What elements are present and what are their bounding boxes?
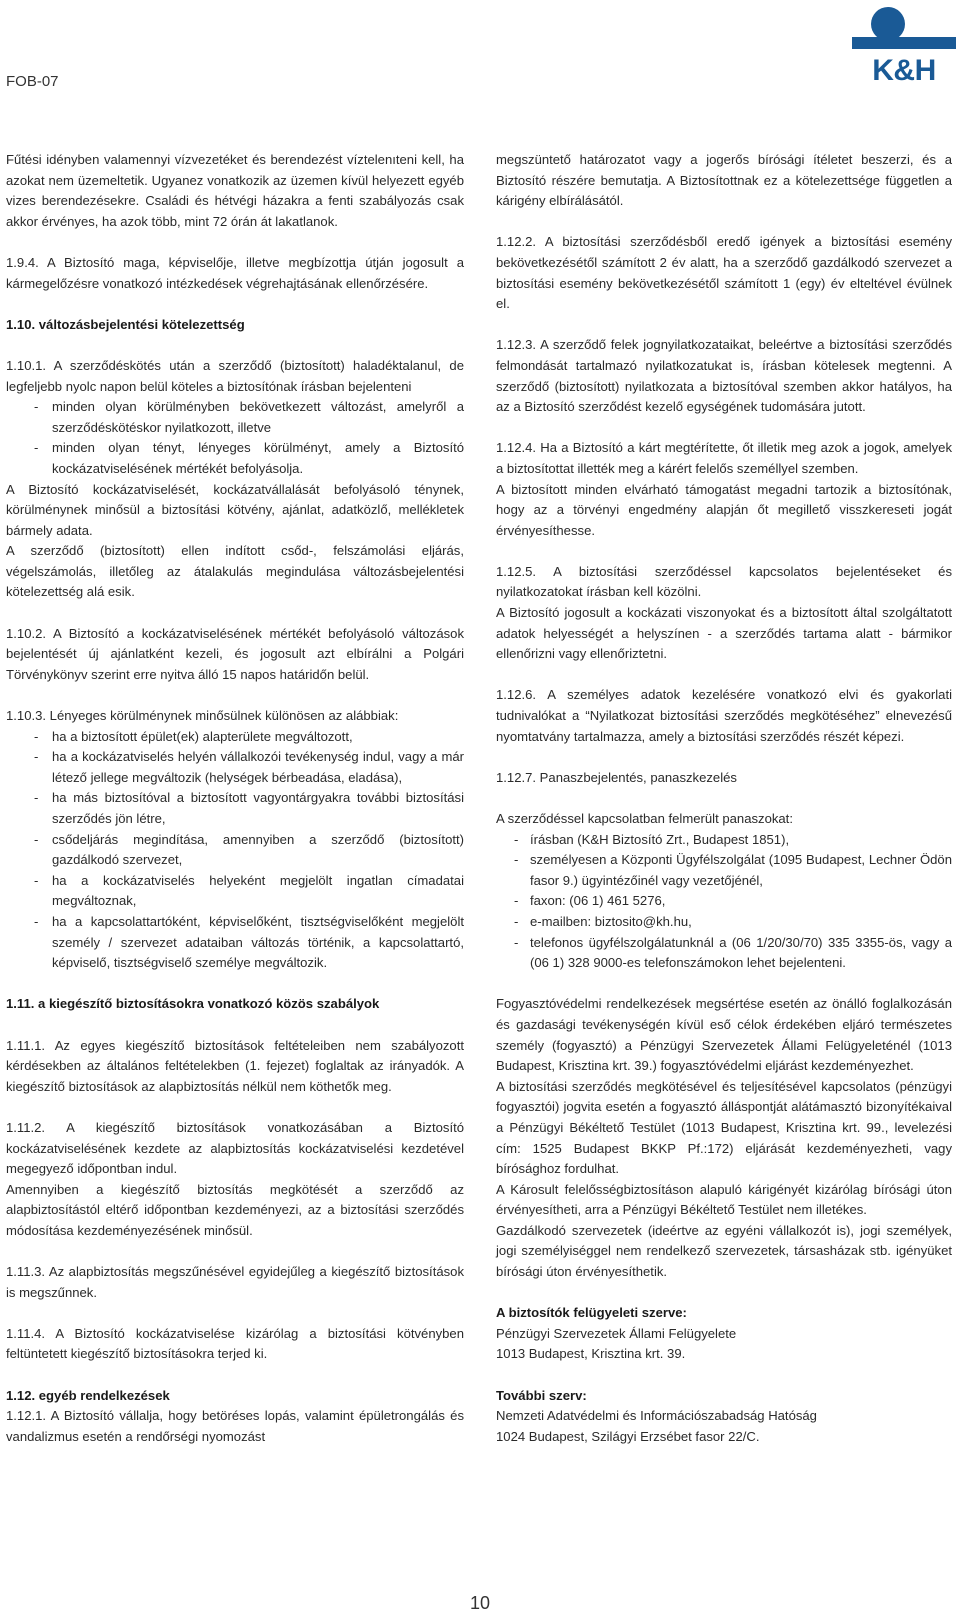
list-item: - csődeljárás megindítása, amennyiben a szerződő (biztosított) gazdálkodó szervezet, [6,830,464,871]
list-item: - minden olyan tényt, lényeges körülményt, amely a Biztosító kockázatviselésének mértékét befolyásolja. [6,438,464,479]
paragraph: A Károsult felelősségbiztosításon alapuló kárigényét kizárólag bírósági úton érvényesítheti, arra a Pénzügyi Békéltető Testület nem illetékes. [496,1181,952,1218]
list-item: - ha a kapcsolattartóként, képviselőként, tisztségviselőként megjelölt személy / szervezet adataiban változás történik, a kapcsolattartó, képviselő, tisztségviselő személye megváltozik. [6,912,464,974]
doc-code: FOB-07 [6,73,59,90]
paragraph: 1.10.2. A Biztosító a kockázatviselésének mértékét befolyásoló változások bejelentését új ajánlatként kezeli, és jogosult azt elbírálni a Polgári Törvénykönyv szerint erre nyitva álló 15 napos határidőn belül. [6,625,464,682]
dash-list [6,727,464,974]
paragraph: 1.9.4. A Biztosító maga, képviselője, illetve megbízottja útján jogosult a kármegelőzésre vonatkozó intézkedések végrehajtásának ellenőrzésére. [6,254,464,291]
paragraph: 1.12.6. A személyes adatok kezelésére vonatkozó elvi és gyakorlati tudnivalókat a “Nyilatkozat biztosítási szerződés megkötéséhez” elnevezésű nyomtatvány tartalmazza, amely a biztosítási szerződés részét képezi. [496,687,952,744]
dash-list [496,830,952,974]
logo-text: K&H [872,54,936,87]
paragraph: 1.11.4. A Biztosító kockázatviselése kizárólag a biztosítási kötvényben feltüntetett kiegészítő biztosításokra terjed ki. [6,1325,464,1362]
section-heading: További szerv: [496,1387,587,1403]
paragraph: Fogyasztóvédelmi rendelkezések megsértése esetén az önálló foglalkozásán és gazdasági tevékenységén kívül eső célok érdekében eljáró természetes személy (fogyasztó) a Pénzügyi Szervezetek Állami Felügyeleténél (1013 Budapest, Krisztina krt. 39.) fogyasztóvédelmi eljárást kezdeményezhet. [496,996,952,1074]
list-item: - e-mailben: biztosito@kh.hu, [496,912,952,933]
paragraph: megszüntető határozatot vagy a jogerős bírósági ítéletet beszerzi, és a Biztosító részére bemutatja. A Biztosítottnak ez a kötelezettsége független a kárigény elbírálásától. [496,152,952,209]
list-item: - ha más biztosítóval a biztosított vagyontárgyakra további biztosítási szerződés jön létre, [6,788,464,829]
section-heading: 1.12. egyéb rendelkezések [6,1387,170,1403]
paragraph: A biztosítási szerződés megkötésével és teljesítésével kapcsolatos (pénzügyi fogyasztói) jogvita esetén a fogyasztó álláspontját alátámasztó bizonyítékaival a Pénzügyi Békéltető Testület (1013 Budapest, Krisztina krt. 99., levelezési cím: 1525 Budapest BKKP Pf.:172) eljárását kezdeményezheti, vagy bírósághoz fordulhat. [496,1078,952,1177]
paragraph: 1.12.3. A szerződő felek jognyilatkozataikat, beleértve a biztosítási szerződés felmondását tartalmazó nyilatkozatukat is, írásban kötelesek megtenni. A szerződő (biztosított) nyilatkozata a biztosítóval szemben akkor hatályos, ha az a Biztosító szerződést kezelő egységének tudomására jutott. [496,337,952,415]
paragraph: A Biztosító jogosult a kockázati viszonyokat és a biztosított által szolgáltatott adatok helyességét a helyszínen - a szerződés tartama alatt - bármikor ellenőrizni vagy ellenőriztetni. [496,605,952,662]
right-column [496,150,952,1447]
list-item: - telefonos ügyfélszolgálatunknál a (06 1/20/30/70) 335 3355-ös, vagy a (06 1) 328 9000-es telefonszámokon lehet bejelenteni. [496,933,952,974]
paragraph: 1.11.2. A kiegészítő biztosítások vonatkozásában a Biztosító kockázatviselésének kezdete az alapbiztosítás kockázatviselési kezdetével megegyező időpontban indul. [6,1119,464,1177]
paragraph: 1.10.3. Lényeges körülménynek minősülnek különösen az alábbiak: [6,708,399,724]
page-number: 10 [469,1593,491,1613]
paragraph: Gazdálkodó szervezetek (ideértve az egyéni vállalkozót is), jogi személyek, jogi személyiséggel nem rendelkező szervezetek, társasházak stb. igényüket bírósági úton érvényesíthetik. [496,1222,952,1280]
paragraph: Amennyiben a kiegészítő biztosítás megkötését a szerződő az alapbiztosítástól eltérő időpontban kezdeményezi, az a biztosítási szerződés módosítása kezdeményezésének minősül. [6,1181,464,1238]
address-line: 1013 Budapest, Krisztina krt. 39. [496,1346,686,1362]
paragraph: A Biztosító kockázatviselését, kockázatvállalását befolyásoló ténynek, körülménynek minősül a biztosítási kötvény, ajánlat, adatközlő, mellékletek bármely adata. [6,481,464,538]
list-item: - minden olyan körülményben bekövetkezett változást, amelyről a szerződéskötéskor nyilatkozott, illetve [6,397,464,438]
paragraph: 1.12.5. A biztosítási szerződéssel kapcsolatos bejelentéseket és nyilatkozatokat írásban kell közölni. [496,563,952,600]
list-item: - személyesen a Központi Ügyfélszolgálat (1095 Budapest, Lechner Ödön fasor 9.) ügyintézőinél vagy vezetőjénél, [496,850,952,891]
paragraph: 1.12.2. A biztosítási szerződésből eredő igények a biztosítási esemény bekövetkezésétől számított 2 év alatt, ha a szerződő gazdálkodó szervezet a biztosítási esemény bekövetkezésétől számított 1 (egy) év elteltével évülnek el. [496,234,952,312]
logo-figure-icon [852,6,956,56]
left-column [6,150,464,1447]
address-line: Nemzeti Adatvédelmi és Információszabadság Hatóság [496,1408,817,1424]
section-heading: 1.11. a kiegészítő biztosításokra vonatkozó közös szabályok [6,996,380,1012]
paragraph: A szerződő (biztosított) ellen indított csőd-, felszámolási eljárás, végelszámolás, illetőleg az átalakulás megindulása változásbejelentési kötelezettség alá esik. [6,543,464,600]
kh-logo [852,6,956,88]
paragraph: 1.12.4. Ha a Biztosító a kárt megtérítette, őt illetik meg azok a jogok, amelyek a biztosítottat illették meg a kárért felelős személlyel szemben. [496,440,952,476]
paragraph: 1.11.3. Az alapbiztosítás megszűnésével egyidejűleg a kiegészítő biztosítások is megszűnnek. [6,1264,464,1300]
address-line: 1024 Budapest, Szilágyi Erzsébet fasor 22/C. [496,1428,760,1444]
list-item: - ha a kockázatviselés helyén vállalkozói tevékenység indul, vagy a már létező jellege megváltozik (helységek bérbeadása, eladása), [6,747,464,788]
address-line: Pénzügyi Szervezetek Állami Felügyelete [496,1325,737,1341]
paragraph: Fűtési idényben valamennyi vízvezetéket és berendezést víztelenıteni kell, ha azokat nem üzemeltetik. Ugyanez vonatkozik az üzemen kívül helyezett egyéb vizes berendezésekre. Családi és hétvégi házakra a fenti szabályozás csak akkor érvényes, ha azok több, mint 72 órán át lakatlanok. [6,152,464,229]
dash-list [6,397,464,479]
paragraph: 1.12.7. Panaszbejelentés, panaszkezelés [496,769,737,785]
list-item: - faxon: (06 1) 461 5276, [496,891,952,912]
paragraph: 1.12.1. A Biztosító vállalja, hogy betöréses lopás, valamint épületrongálás és vandalizmus esetén a rendőrségi nyomozást [6,1408,464,1444]
paragraph: 1.11.1. Az egyes kiegészítő biztosítások feltételeiben nem szabályozott kérdésekben az általános feltételekben (1. fejezet) foglaltak az irányadók. A kiegészítő biztosítások az alapbiztosítás nélkül nem köthetők meg. [6,1037,464,1094]
paragraph: 1.10.1. A szerződéskötés után a szerződő (biztosított) haladéktalanul, de legfeljebb nyolc napon belül köteles a biztosítónak írásban bejelenteni [6,357,464,394]
section-heading: A biztosítók felügyeleti szerve: [496,1305,687,1321]
list-item: - ha a kockázatviselés helyeként megjelölt ingatlan címadatai megváltoznak, [6,871,464,912]
paragraph: A szerződéssel kapcsolatban felmerült panaszokat: [496,811,793,826]
section-heading: 1.10. változásbejelentési kötelezettség [6,316,245,332]
paragraph: A biztosított minden elvárható támogatást megadni tartozik a biztosítónak, hogy az a törvényi engedmény alapján őt megillető visszkereseti jogát érvényesíthesse. [496,481,952,538]
list-item: - ha a biztosított épület(ek) alapterülete megváltozott, [6,727,464,748]
list-item: - írásban (K&H Biztosító Zrt., Budapest 1851), [496,830,952,851]
